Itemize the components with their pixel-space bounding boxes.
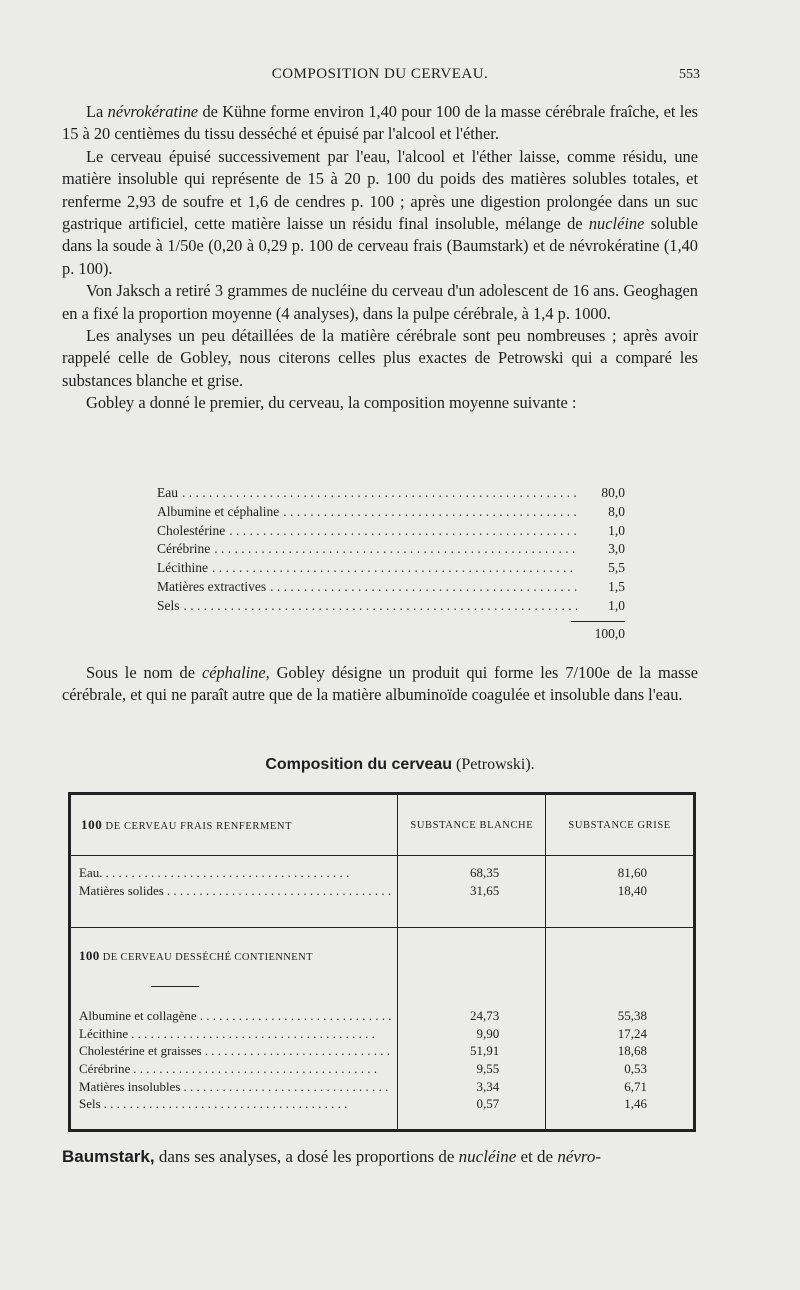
- cell-value: 0,57: [476, 1096, 500, 1112]
- row-label: [71, 1060, 397, 1078]
- cell-value: 1,46: [624, 1096, 647, 1112]
- cell-value: 17,24: [617, 1025, 647, 1041]
- paragraph: [62, 101, 698, 146]
- paragraph: [62, 280, 698, 325]
- table-body-fresh: [70, 856, 695, 928]
- paragraph-text: La: [86, 102, 108, 121]
- leader-dots: [183, 1078, 391, 1096]
- list-item: [157, 523, 625, 542]
- paragraph-text: Von Jaksch a retiré 3 grammes de nucléine du cerveau d'un adolescent de 16 ans. Geoghagen en a fixé la proportion moyenne (4 analyses), dans la pulpe cérébrale, à 1,4 p. 1000.: [62, 281, 698, 323]
- paragraph-text: de Kühne forme environ 1,40 pour 100 de la masse cérébrale fraîche, et les 15 à 20 centièmes du tissu desséché et épuisé par l'alcool et l'éther.: [62, 102, 699, 144]
- label-column: [70, 856, 398, 928]
- list-item-label: Cholestérine: [157, 522, 226, 538]
- cell-value: 81,60: [617, 865, 647, 880]
- leader-dots: [214, 541, 577, 557]
- leader-dots: [229, 523, 577, 539]
- row-label-text: Cérébrine: [79, 1060, 131, 1076]
- leader-dots: [184, 598, 577, 614]
- grey-matter-column: [546, 856, 695, 928]
- list-item: [157, 504, 625, 523]
- paragraph-text: Le cerveau épuisé successivement par l'eau, l'alcool et l'éther laisse, comme résidu, une matière insoluble qui représente de 15 à 20 p. 100 du poids des matières solubles totales, et renferme 2,93 de soufre et 1,6 de cendres p. 100 ; après une digestion prolongée dans un suc gastrique artificiel, cette matière laisse un résidu final insoluble, mélange de: [62, 146, 698, 234]
- footer-italic: nucléine: [458, 1147, 517, 1166]
- running-header: [60, 66, 700, 88]
- row-label: [71, 1078, 397, 1096]
- leader-dots: [205, 1042, 392, 1060]
- spacer: [71, 987, 397, 1007]
- row-label: [71, 1025, 397, 1043]
- list-item-value: 3,0: [608, 541, 625, 557]
- list-item-label: Matières extractives: [157, 578, 267, 594]
- paragraph: [62, 325, 698, 392]
- row-label-text: Cholestérine et graisses: [79, 1043, 202, 1059]
- closing-paragraph: [62, 1147, 698, 1167]
- leader-dots: [167, 882, 392, 900]
- header-text: DE CERVEAU DESSÉCHÉ CONTIENNENT: [99, 952, 313, 964]
- petrowski-composition-table: [68, 792, 696, 1132]
- paragraph: [62, 146, 698, 280]
- row-label-text: Matières insolubles: [79, 1078, 181, 1094]
- footer-text: dans ses analyses, a dosé les proportions de: [154, 1147, 459, 1166]
- leader-dots: [133, 1060, 391, 1078]
- leader-dots: [131, 1025, 391, 1043]
- list-item-label: Lécithine: [157, 560, 208, 576]
- row-label-text: Albumine et collagène: [79, 1008, 197, 1024]
- paragraph: [62, 392, 698, 414]
- paragraph-italic: nucléine: [588, 214, 645, 234]
- list-item-value: 5,5: [608, 560, 625, 576]
- footer-bold: Baumstark,: [62, 1147, 155, 1166]
- list-item-label: Albumine et céphaline: [157, 503, 280, 519]
- list-item: [157, 485, 625, 504]
- list-item-value: 1,5: [608, 578, 625, 594]
- row-label: [71, 882, 397, 900]
- header-text: DE CERVEAU FRAIS RENFERMENT: [102, 821, 293, 832]
- list-item-label: Cérébrine: [157, 541, 211, 557]
- cell-value: 9,90: [476, 1025, 500, 1041]
- table-caption: [0, 756, 800, 774]
- section-heading: [71, 928, 397, 986]
- header-number: 100: [79, 948, 100, 964]
- leader-dots: [182, 485, 577, 501]
- header-number: 100: [81, 817, 103, 832]
- list-item-value: 80,0: [601, 485, 625, 500]
- paragraph-text: Gobley a donné le premier, du cerveau, la composition moyenne suivante :: [86, 393, 577, 413]
- body-text: [62, 101, 698, 415]
- list-item-value: 1,0: [608, 597, 625, 613]
- cell-value: 55,38: [617, 1008, 647, 1024]
- row-label: [71, 1095, 397, 1113]
- footer-text: et de: [516, 1147, 558, 1166]
- grey-matter-column: [546, 928, 695, 1131]
- paragraph-text: soluble dans la soude à 1/50e (0,20 à 0,29 p. 100 de cerveau frais (Baumstark) et de névrokératine (1,40 p. 100).: [62, 214, 698, 278]
- leader-dots: [200, 1007, 392, 1025]
- list-item: [157, 579, 625, 598]
- cell-value: 68,35: [469, 865, 500, 880]
- list-item: [157, 541, 625, 560]
- leader-dots: [212, 560, 577, 576]
- cell-value: 31,65: [469, 882, 500, 898]
- list-total: 100,0: [594, 625, 625, 641]
- row-label-text: Eau.: [79, 865, 103, 880]
- table-body-dried: [70, 928, 695, 1131]
- cell-value: 18,68: [617, 1043, 647, 1059]
- paragraph-italic: névrokératine: [107, 102, 199, 121]
- cell-value: 0,53: [624, 1060, 647, 1076]
- label-column: [70, 928, 398, 1131]
- paragraph-text: Les analyses un peu détaillées de la matière cérébrale sont peu nombreuses ; après avoir rappelé celle de Gobley, nous citerons celles plus exactes de Petrowski qui a comparé les substances blanche et grise.: [62, 326, 698, 390]
- list-item-label: Sels: [157, 597, 180, 613]
- list-item: [157, 560, 625, 579]
- cell-value: 3,34: [476, 1078, 500, 1094]
- column-header: SUBSTANCE BLANCHE: [398, 794, 546, 856]
- white-matter-column: [398, 928, 546, 1131]
- row-label-text: Matières solides: [79, 882, 164, 898]
- leader-dots: [283, 504, 577, 520]
- paragraph-italic: céphaline: [201, 663, 266, 682]
- white-matter-column: [398, 856, 546, 928]
- sum-rule: [571, 621, 625, 622]
- running-title: COMPOSITION DU CERVEAU.: [271, 66, 489, 82]
- leader-dots: [104, 1095, 392, 1113]
- row-label: [71, 1007, 397, 1025]
- leader-dots: [105, 864, 391, 882]
- paragraph-text: Sous le nom de: [86, 663, 202, 682]
- gobley-composition-list: [157, 485, 625, 642]
- caption-text: (Petrowski).: [452, 756, 535, 773]
- cell-value: 18,40: [617, 882, 647, 898]
- footer-italic: névro-: [557, 1147, 602, 1166]
- caption-bold: Composition du cerveau: [265, 756, 453, 773]
- table-header-row: [70, 794, 695, 856]
- cell-value: 6,71: [624, 1078, 647, 1094]
- paragraph-text: , Gobley désigne un produit qui forme les 7/100e de la masse cérébrale, et qui ne paraît autre que de la matière albuminoïde coagulée et insoluble dans l'eau.: [62, 663, 698, 705]
- column-header: SUBSTANCE GRISE: [546, 794, 695, 856]
- row-label-text: Lécithine: [79, 1025, 129, 1041]
- row-label: [71, 1042, 397, 1060]
- cell-value: 9,55: [476, 1060, 500, 1076]
- leader-dots: [270, 579, 577, 595]
- list-item-value: 1,0: [608, 522, 625, 538]
- list-item: [157, 598, 625, 617]
- cell-value: 24,73: [469, 1008, 500, 1024]
- list-item-label: Eau: [157, 485, 178, 500]
- cell-value: 51,91: [469, 1043, 500, 1059]
- cephaline-paragraph: [62, 662, 698, 707]
- paragraph: [62, 662, 698, 707]
- page-number: 553: [679, 67, 700, 82]
- column-header: [70, 794, 398, 856]
- list-item-value: 8,0: [608, 503, 625, 519]
- row-label: [71, 864, 397, 882]
- row-label-text: Sels: [79, 1096, 101, 1112]
